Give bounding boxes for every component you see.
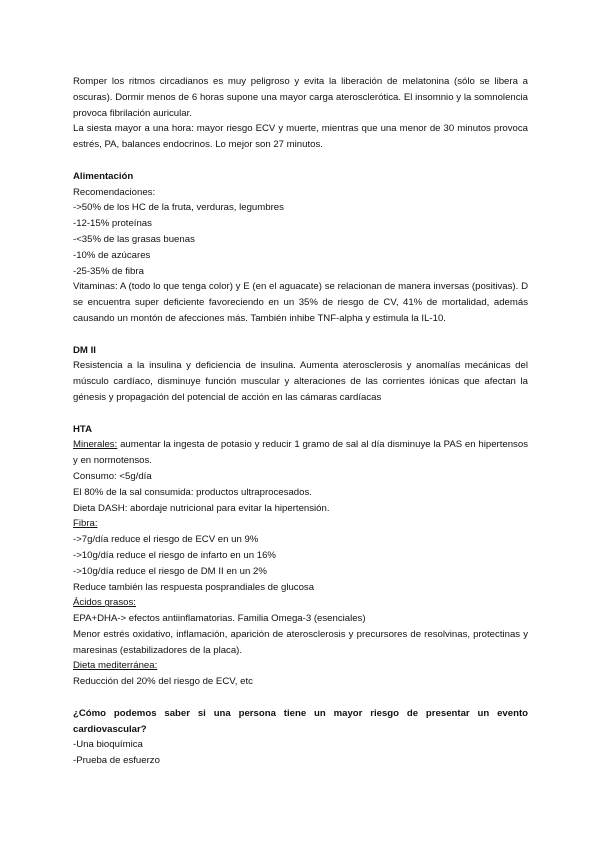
recommendations-label: Recomendaciones:: [73, 186, 156, 198]
section-heading: HTA: [73, 423, 93, 435]
list-item: -10% de azúcares: [73, 249, 151, 261]
vitaminas-paragraph: Vitaminas: A (todo lo que tenga color) y E (en el aguacate) se relacionan de manera inversas (positivas). D se encuentra super deficiente favoreciendo en un 35% de riesgo de CV, 41% de mortalidad, además causando un montón de afecciones más. También inhibe TNF-alpha y estimula la IL-10.: [73, 281, 528, 324]
question-heading: ¿Cómo podemos saber si una persona tiene un mayor riesgo de presentar un evento cardiovascular?: [73, 707, 528, 735]
list-item: ->50% de los HC de la fruta, verduras, legumbres: [73, 202, 284, 214]
spacer: [73, 153, 528, 169]
minerales-paragraph: [73, 437, 528, 469]
list-item: -Una bioquímica: [73, 739, 143, 751]
spacer: [73, 327, 528, 343]
fibra-extra-line: Reduce también las respuesta posprandiales de glucosa: [73, 581, 315, 593]
section-hta: [73, 422, 528, 691]
acidos-line: EPA+DHA-> efectos antiinflamatorias. Familia Omega-3 (esenciales): [73, 613, 366, 625]
mediterranea-text: Reducción del 20% del riesgo de ECV, etc: [73, 676, 253, 688]
list-item: ->10g/día reduce el riesgo de DM II en un 2%: [73, 565, 267, 577]
acidos-label: Ácidos grasos:: [73, 597, 136, 609]
list-item: -<35% de las grasas buenas: [73, 233, 195, 245]
consumo-line: Consumo: <5g/día: [73, 470, 152, 482]
list-item: -12-15% proteínas: [73, 218, 152, 230]
spacer: [73, 690, 528, 706]
minerales-text: aumentar la ingesta de potasio y reducir 1 gramo de sal al día disminuye la PAS en hipertensos y en normotensos.: [73, 439, 528, 467]
dm2-paragraph: Resistencia a la insulina y deficiencia de insulina. Aumenta aterosclerosis y anomalías mecánicas del músculo cardíaco, disminuye función muscular y alteraciones de las corrientes iónicas que afectan la génesis y propagación del potencial de acción en las cámaras cardíacas: [73, 360, 528, 403]
list-item: ->10g/día reduce el riesgo de infarto en un 16%: [73, 549, 276, 561]
list-item: ->7g/día reduce el riesgo de ECV en un 9%: [73, 534, 259, 546]
list-item: -Prueba de esfuerzo: [73, 755, 160, 767]
sal-line: El 80% de la sal consumida: productos ultraprocesados.: [73, 486, 312, 498]
acidos-paragraph: Menor estrés oxidativo, inflamación, aparición de aterosclerosis y precursores de resolvinas, protectinas y maresinas (estabilizadores de la placa).: [73, 628, 528, 656]
fibra-label: Fibra:: [73, 518, 98, 530]
intro-paragraph-1: Romper los ritmos circadianos es muy peligroso y evita la liberación de melatonina (sólo se libera a oscuras). Dormir menos de 6 horas supone una mayor carga aterosclerótica. El insomnio y la somnolencia provoca fibrilación auricular.: [73, 76, 528, 119]
section-heading: Alimentación: [73, 170, 134, 182]
section-question: [73, 706, 528, 769]
spacer: [73, 406, 528, 422]
section-heading: DM II: [73, 344, 96, 356]
section-dm2: [73, 343, 528, 406]
intro-paragraph-2: La siesta mayor a una hora: mayor riesgo ECV y muerte, mientras que una menor de 30 minutos provoca estrés, PA, balances endocrinos. Lo mejor son 27 minutos.: [73, 123, 528, 151]
dash-line: Dieta DASH: abordaje nutricional para evitar la hipertensión.: [73, 502, 330, 514]
section-alimentacion: [73, 169, 528, 327]
minerales-label: Minerales:: [73, 439, 118, 451]
list-item: -25-35% de fibra: [73, 265, 144, 277]
mediterranea-label: Dieta mediterránea:: [73, 660, 158, 672]
